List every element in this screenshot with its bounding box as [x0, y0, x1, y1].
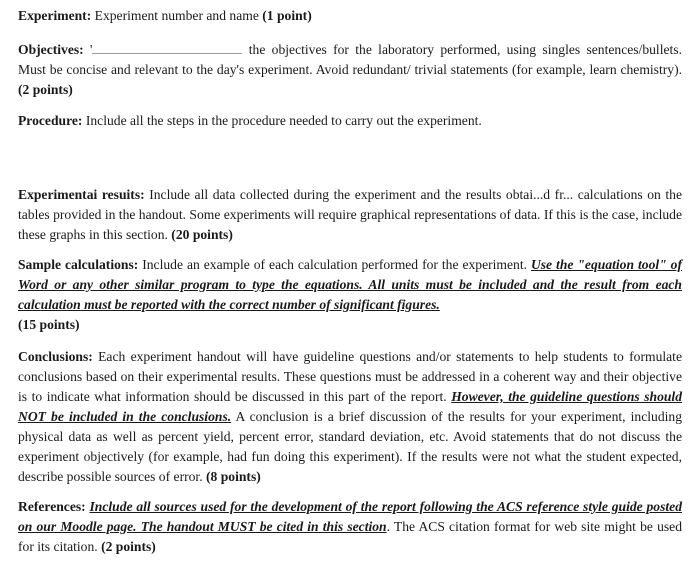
sample-emphasis: Use the "equation tool" of Word or any other similar program to type the equations. All units must be included and the result from each calculation must be reported with the correct number of significant figures.: [18, 257, 682, 312]
conclusions-points: (8 points): [206, 469, 261, 484]
experiment-label: Experiment:: [18, 8, 92, 23]
sample-section: [18, 255, 682, 335]
conclusions-label: Conclusions:: [18, 349, 93, 364]
results-section: [18, 185, 682, 245]
references-points: (2 points): [101, 539, 156, 554]
redacted-area: [92, 43, 242, 54]
results-points: (20 points): [171, 227, 233, 242]
sample-points: (15 points): [18, 317, 80, 332]
results-label: Experimentai resuits:: [18, 187, 145, 202]
experiment-text: Experiment number and name: [91, 8, 263, 23]
sample-text: Include an example of each calculation performed for the experiment.: [138, 257, 531, 272]
conclusions-text-2: A conclusion is a brief discussion of the results for your experiment, including physical data as well as percent yield, percent error, standard deviation, etc. Avoid statements that do not discuss the experiment objectively (for example, had fun doing this experiment). If the results were not what the student expected, describe possible sources of error.: [18, 409, 682, 484]
objectives-points: (2 points): [18, 82, 73, 97]
references-section: [18, 497, 682, 557]
experiment-section: [18, 6, 682, 26]
blank-gap: [18, 131, 682, 185]
conclusions-emphasis: However, the guideline questions should NOT be included in the conclusions.: [18, 389, 682, 424]
procedure-label: Procedure:: [18, 113, 83, 128]
experiment-points: (1 point): [262, 8, 312, 23]
procedure-section: [18, 111, 682, 131]
results-text: Include all data collected during the experiment and the results obtai...d fr... calculations on the tables provided in the handout. Some experiments will require graphical representations of data. If this is the case, include these graphs in this section.: [18, 187, 683, 242]
references-text: . The ACS citation format for web site might be used for its citation.: [18, 519, 682, 554]
objectives-text: the objectives for the laboratory performed, using singles sentences/bullets. Must be concise and relevant to the day's experiment. Avoid redundant/ trivial statements (for example, learn chemistry).: [18, 42, 682, 77]
conclusions-text-1: Each experiment handout will have guideline questions and/or statements to help students to formulate conclusions based on their experimental results. These questions must be addressed in a coherent way and their objective is to indicate what information should be discussed in this part of the report.: [18, 349, 682, 404]
objectives-label: Objectives:: [18, 42, 84, 57]
objectives-lead: ': [83, 42, 93, 57]
references-label: References:: [18, 499, 86, 514]
objectives-section: [18, 40, 682, 100]
procedure-text: Include all the steps in the procedure needed to carry out the experiment.: [82, 113, 482, 128]
conclusions-section: [18, 347, 682, 487]
sample-label: Sample calculations:: [18, 257, 139, 272]
references-emphasis: Include all sources used for the development of the report following the ACS reference style guide posted on our Moodle page. The handout MUST be cited in this section: [18, 499, 682, 534]
